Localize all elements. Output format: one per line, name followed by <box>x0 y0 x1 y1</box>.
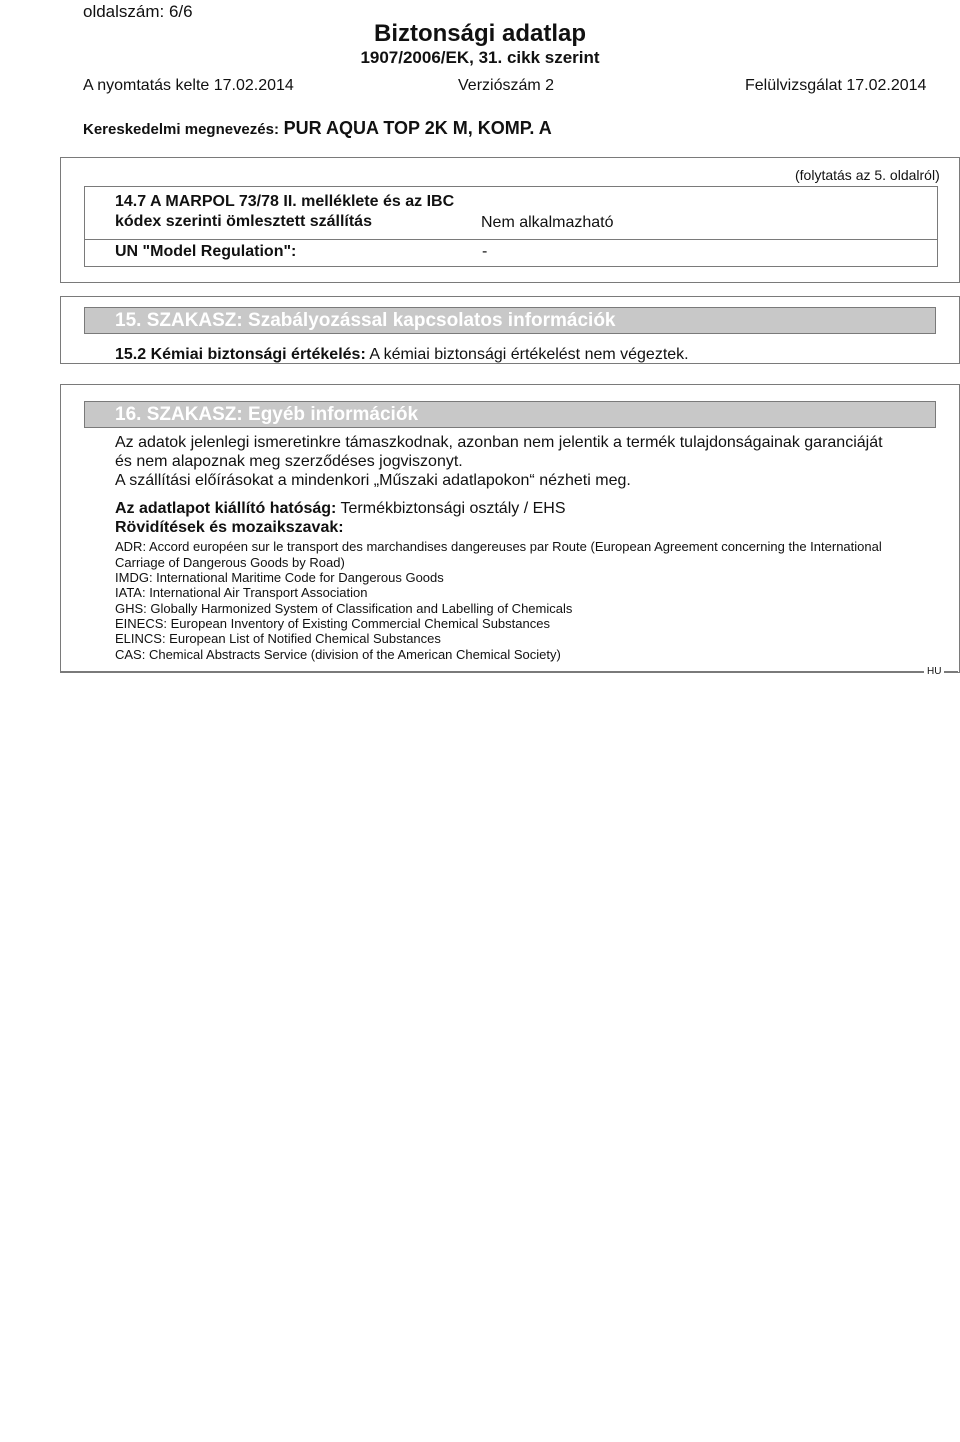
abbreviation-item: Carriage of Dangerous Goods by Road) <box>115 555 345 570</box>
section-15-heading-bar <box>84 307 936 334</box>
version-number: Verziószám 2 <box>458 77 555 94</box>
item-15-2-label: 15.2 Kémiai biztonsági értékelés: <box>115 346 366 363</box>
disclaimer-line2: és nem alapoznak meg szerződéses jogviszonyt. <box>115 453 463 470</box>
section-15-heading: 15. SZAKASZ: Szabályozással kapcsolatos információk <box>115 310 616 331</box>
item-14-7-label-line2: kódex szerinti ömlesztett szállítás <box>115 213 372 230</box>
language-tag: HU <box>924 666 944 677</box>
document-title: Biztonsági adatlap <box>373 20 587 47</box>
section-16-heading: 16. SZAKASZ: Egyéb információk <box>115 404 419 425</box>
abbreviation-item: ADR: Accord européen sur le transport des marchandises dangereuses par Route (European Agreement concerning the International <box>115 539 882 554</box>
abbreviation-item: CAS: Chemical Abstracts Service (division of the American Chemical Society) <box>115 647 561 662</box>
issuer-label: Az adatlapot kiállító hatóság: <box>115 500 337 517</box>
abbreviation-item: IMDG: International Maritime Code for Dangerous Goods <box>115 570 444 585</box>
un-regulation-label: UN "Model Regulation": <box>115 243 297 260</box>
revision-date: Felülvizsgálat 17.02.2014 <box>745 77 927 94</box>
trade-name <box>83 118 552 139</box>
abbreviation-item: EINECS: European Inventory of Existing Commercial Chemical Substances <box>115 616 550 631</box>
abbreviation-item: ELINCS: European List of Notified Chemical Substances <box>115 631 441 646</box>
abbreviation-item: IATA: International Air Transport Association <box>115 585 368 600</box>
abbreviation-item: GHS: Globally Harmonized System of Classification and Labelling of Chemicals <box>115 601 573 616</box>
print-date: A nyomtatás kelte 17.02.2014 <box>83 77 294 94</box>
bottom-rule <box>60 671 958 672</box>
un-regulation-value: - <box>482 243 488 260</box>
issuer <box>115 500 566 518</box>
trade-name-label: Kereskedelmi megnevezés: <box>83 121 279 138</box>
transport-note: A szállítási előírásokat a mindenkori „Műszaki adatlapokon“ nézheti meg. <box>115 472 631 489</box>
issuer-value: Termékbiztonsági osztály / EHS <box>340 500 566 517</box>
item-15-2-value: A kémiai biztonsági értékelést nem végeztek. <box>369 346 689 363</box>
item-15-2 <box>115 346 689 364</box>
continued-note: (folytatás az 5. oldalról) <box>795 167 940 183</box>
section-16-heading-bar <box>84 401 936 428</box>
disclaimer-line1: Az adatok jelenlegi ismeretinkre támaszkodnak, azonban nem jelentik a termék tulajdonságainak garanciáját <box>115 434 883 451</box>
abbreviations-title: Rövidítések és mozaikszavak: <box>115 519 344 536</box>
document-subtitle: 1907/2006/EK, 31. cikk szerint <box>360 48 600 67</box>
item-14-7-label-line1: 14.7 A MARPOL 73/78 II. melléklete és az IBC <box>115 193 455 210</box>
item-14-7-value: Nem alkalmazható <box>481 214 614 231</box>
trade-name-value: PUR AQUA TOP 2K M, KOMP. A <box>283 118 552 138</box>
page-number: oldalszám: 6/6 <box>83 2 193 21</box>
